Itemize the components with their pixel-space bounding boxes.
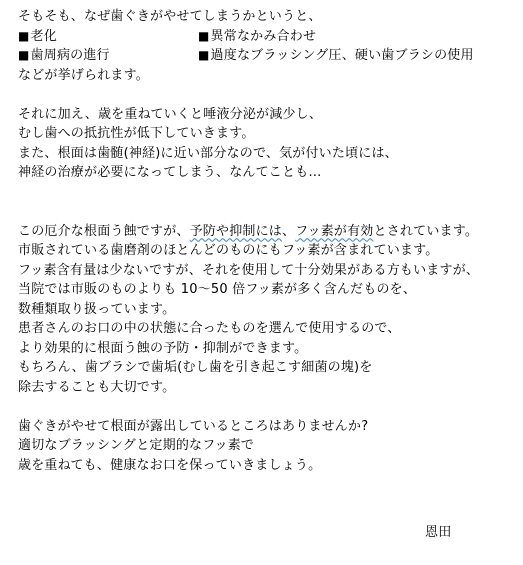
cause-label: 老化 [30,28,57,44]
bullet-square: ■ [198,48,210,62]
para3-line: 除去することも大切です。 [18,379,176,395]
signature: 恩田 [425,525,452,540]
intro-end-text: などが挙げられます。 [18,67,149,83]
cause-item [198,46,474,66]
para3-line: もちろん、歯ブラシで歯垢(むし歯を引き起こす細菌の塊)を [18,360,373,375]
cause-item [18,27,198,47]
spacer [18,85,523,105]
cause-row-2 [18,46,523,66]
intro-text: そもそも、なぜ歯ぐきがやせてしまうかというと、 [18,9,322,24]
para4-line: 歯ぐきがやせて根面が露出しているところはありませんか? [18,418,369,434]
bullet-square: ■ [198,28,210,43]
para3-line: 患者さんのお口の中の状態に合ったものを選んで使用するので、 [18,321,401,336]
cause-item [18,46,198,66]
para3-line: 数種類取り扱っています。 [18,301,176,317]
bullet-square: ■ [18,48,30,62]
para3-line: 当院では市販のものよりも 10～50 倍フッ素が多く含んだものを、 [18,282,417,297]
para3-line: フッ素含有量は少ないですが、それを使用して十分効果がある方もいますが、 [18,262,480,278]
bullet-square: ■ [18,28,30,43]
cause-item [198,27,316,47]
spacer [18,397,523,417]
text-segment: 、 [282,223,296,239]
cause-label: 異常なかみ合わせ [210,28,317,44]
para4-line: 適切なブラッシングと定期的なフッ素で [18,438,255,453]
para2-line: むし歯への抵抗性が低下していきます。 [18,126,255,141]
para3-first-line [18,222,523,242]
underlined-phrase: フッ素が有効 [295,223,374,239]
para2-line: それに加え、歳を重ねていくと唾液分泌が減少し、 [18,106,323,122]
spacer [18,183,523,222]
text-segment: とされています。 [373,223,479,239]
cause-label: 過度なブラッシング圧、硬い歯ブラシの使用 [210,48,474,63]
para4-line: 歳を重ねても、健康なお口を保っていきましょう。 [18,457,322,473]
para3-line: より効果的に根面う蝕の予防・抑制ができます。 [18,340,308,356]
para2-line: 神経の治療が必要になってしまう、なんてことも… [18,165,322,180]
cause-row-1 [18,27,523,47]
cause-label: 歯周病の進行 [30,48,110,63]
text-segment: この厄介な根面う蝕ですが、 [18,223,190,239]
para2-line: また、根面は歯髄(神経)に近い部分なので、気が付いた頃には、 [18,145,398,161]
para3-line: 市販されている歯磨剤のほとんどのものにもフッ素が含まれています。 [18,243,439,258]
underlined-phrase: 予防や抑制には [189,223,283,239]
